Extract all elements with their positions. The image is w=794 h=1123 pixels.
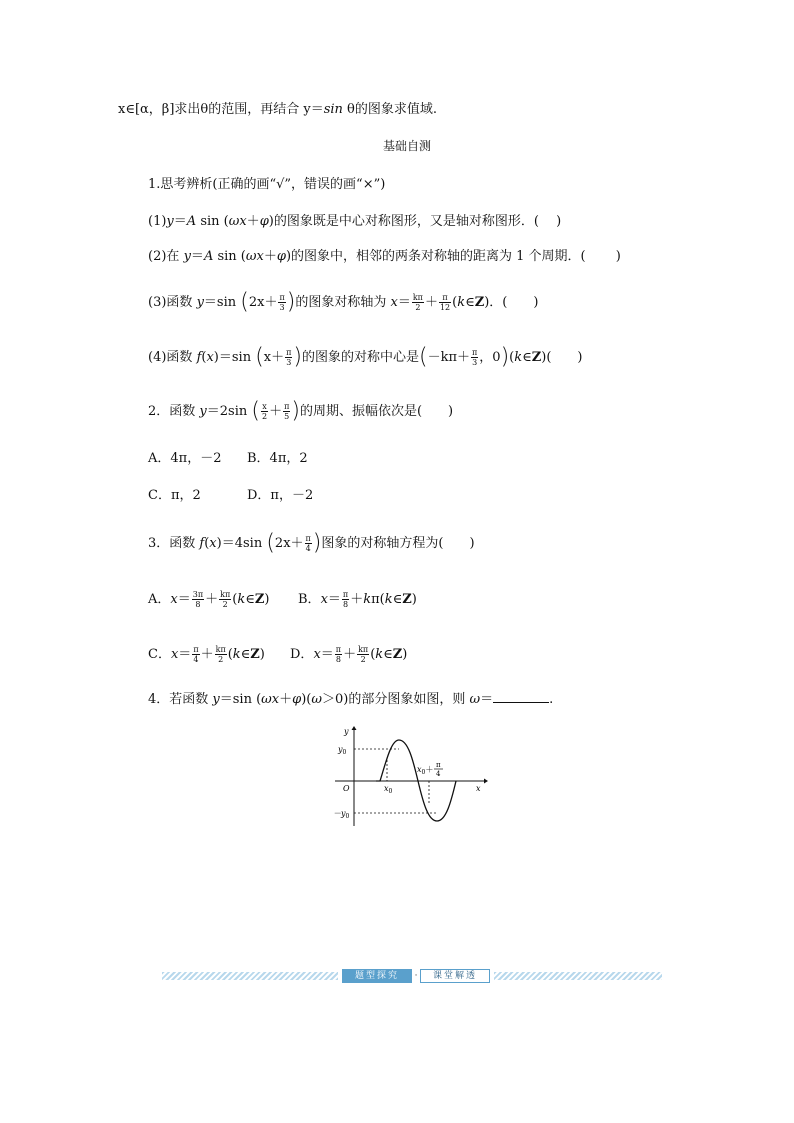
- option-x: x: [313, 647, 321, 662]
- q2-option-c: C．π，2: [148, 488, 201, 503]
- left-paren: (: [251, 398, 260, 424]
- sine-graph: [330, 720, 490, 830]
- q2-option-b: B．4π，2: [247, 451, 308, 466]
- q4-text: ＞0)的部分图象如图，则: [322, 692, 470, 707]
- frac-num: π: [439, 293, 451, 303]
- x0-label: $x_0$: [384, 784, 393, 795]
- frac-den: 4: [305, 544, 311, 553]
- fraction: [412, 293, 424, 312]
- banner-stripe-left: [162, 972, 338, 980]
- q3-option-b: [298, 590, 417, 609]
- frac-num: kπ: [412, 293, 423, 302]
- q4-paren: )(: [301, 692, 312, 707]
- q4-omega-2: ω: [469, 692, 481, 707]
- q4-period: .: [549, 692, 554, 707]
- frac-num: x: [262, 402, 267, 411]
- option-k: k: [232, 647, 241, 662]
- option-label: B．: [298, 592, 321, 607]
- frac-den: 8: [195, 600, 201, 609]
- q1-i4-center-x: －kπ＋: [427, 350, 471, 365]
- q1-i3-end: )．( ): [484, 295, 539, 310]
- frac-num: π: [284, 402, 290, 411]
- q1-i4-f: f: [196, 350, 202, 365]
- left-paren: (: [419, 344, 428, 370]
- fraction: [219, 590, 231, 609]
- q2-option-a: A．4π，－2: [148, 451, 222, 466]
- neg-y0-label: $-y_0$: [333, 809, 350, 820]
- frac-den: 5: [284, 412, 290, 421]
- y0-label: $y_0$: [338, 745, 347, 756]
- pi-over-4-den: 4: [436, 770, 441, 778]
- q1-i1-sin: sin (: [196, 214, 229, 229]
- q2-label: 2．函数: [148, 404, 200, 419]
- q3-f: f: [199, 536, 205, 551]
- x0-plus-label: $x_0+$: [417, 765, 434, 776]
- frac-den: 2: [218, 655, 224, 664]
- fraction: [439, 293, 451, 312]
- y-axis-arrow: [352, 726, 357, 730]
- q1-i1-phi: φ: [259, 214, 269, 229]
- option-k: k: [384, 592, 393, 607]
- frac-den: 2: [261, 412, 268, 421]
- option-rp: ): [402, 647, 408, 662]
- q1-i3-in: ∈: [465, 295, 475, 310]
- q1-i2-A: A: [203, 249, 214, 264]
- option-eq: ＝: [177, 592, 191, 607]
- fraction: [215, 645, 227, 664]
- frac-num: π: [472, 348, 478, 357]
- q4-y: y: [212, 692, 220, 707]
- option-eq: ＝: [178, 647, 192, 662]
- option-in: ∈: [383, 647, 393, 662]
- option-x: x: [320, 592, 328, 607]
- option-k: k: [363, 592, 372, 607]
- frac-num: kπ: [220, 590, 231, 599]
- option-k: k: [375, 647, 384, 662]
- option-plus: ＋: [205, 592, 219, 607]
- fraction: [305, 534, 312, 553]
- frac-num: kπ: [358, 645, 369, 654]
- option-lp: (: [232, 592, 238, 607]
- banner-stripe-right: [494, 972, 662, 980]
- q1-i2-phi: φ: [276, 249, 286, 264]
- q1-i3-y: y: [196, 295, 204, 310]
- fraction: [335, 645, 342, 664]
- q1-i3-arg: 2x＋: [248, 295, 278, 310]
- frac-den: 3: [279, 303, 285, 312]
- intro-text-1: x∈[α，β]求出θ的范围，再结合 y＝: [118, 102, 324, 117]
- option-lp: (: [227, 647, 233, 662]
- q1-i4-zero: ，0: [479, 350, 501, 365]
- option-x: x: [170, 592, 178, 607]
- q4-label: 4．若函数: [148, 692, 213, 707]
- q1-i3-lparen: (: [452, 295, 458, 310]
- option-Z: Z: [392, 647, 403, 662]
- q3-option-d: [290, 645, 407, 664]
- pi-over-4-num: π: [436, 761, 441, 769]
- left-paren: (: [255, 344, 264, 370]
- banner-tag-left: 题型探究: [342, 969, 412, 983]
- q2-option-d: D．π，－2: [247, 488, 314, 503]
- frac-num: π: [305, 534, 311, 543]
- option-pi: π(: [371, 592, 385, 607]
- frac-num: π: [286, 348, 292, 357]
- q4-plus: ＋: [279, 692, 293, 707]
- q1-i4-sin: )＝sin: [213, 350, 256, 365]
- q1-i3-plus: ＋: [424, 295, 438, 310]
- section-title: 基础自测: [383, 139, 432, 153]
- option-rp: ): [259, 647, 265, 662]
- q1-i3-eq: ＝: [397, 295, 411, 310]
- fraction: [285, 348, 292, 367]
- frac-den: 2: [360, 655, 366, 664]
- q4-stem: [148, 690, 553, 709]
- frac-den: 4: [193, 655, 199, 664]
- intro-line: [118, 101, 437, 119]
- option-in: ∈: [245, 592, 255, 607]
- frac-num: π: [342, 590, 349, 599]
- frac-num: π: [335, 645, 342, 654]
- right-paren: ): [500, 344, 510, 370]
- q1-item-3: [148, 289, 539, 315]
- q1-i3-k: k: [457, 295, 466, 310]
- banner-dot: ·: [414, 971, 418, 981]
- option-lp: (: [370, 647, 376, 662]
- q4-omega: ω: [311, 692, 322, 707]
- q1-i3-x: x: [390, 295, 398, 310]
- fraction: [261, 402, 268, 421]
- option-plus: ＋: [200, 647, 214, 662]
- q1-item-2: [148, 248, 621, 266]
- q1-i1-eq: ＝: [173, 214, 187, 229]
- q1-i4-k: k: [514, 350, 523, 365]
- q2-sin: ＝2sin: [206, 404, 252, 419]
- frac-den: 12: [439, 303, 451, 312]
- q3-arg: 2x＋: [274, 536, 304, 551]
- q3-sin: )＝4sin: [216, 536, 267, 551]
- q1-i4-text: 的图象的对称中心是: [302, 350, 420, 365]
- q1-i3-Z: Z: [474, 295, 485, 310]
- q2-text: 的周期、振幅依次是( ): [299, 404, 454, 419]
- origin-label: O: [343, 784, 350, 793]
- fraction: [278, 293, 285, 312]
- q1-i1-plus: ＋: [246, 214, 260, 229]
- intro-text-2: θ的图象求值域.: [342, 102, 437, 117]
- fraction: [192, 645, 199, 664]
- q4-wx: ωx: [261, 692, 280, 707]
- q3-x: x: [209, 536, 217, 551]
- frac-den: 2: [222, 600, 228, 609]
- frac-num: kπ: [215, 645, 226, 654]
- q1-item-1: [148, 213, 561, 231]
- option-plus: ＋: [350, 592, 364, 607]
- option-x: x: [170, 647, 179, 662]
- fraction: [283, 402, 290, 421]
- option-eq: ＝: [327, 592, 341, 607]
- right-paren: ): [286, 289, 296, 315]
- q2-stem: [148, 398, 454, 424]
- option-Z: Z: [402, 592, 412, 607]
- right-paren: ): [312, 530, 322, 556]
- answer-blank: [493, 690, 549, 703]
- fraction: [192, 590, 204, 609]
- q1-i2-y: y: [183, 249, 191, 264]
- q1-i4-end: )( ): [541, 350, 583, 365]
- option-Z: Z: [254, 592, 265, 607]
- q1-i2-label: (2)在: [148, 249, 184, 264]
- q3-stem: [148, 530, 475, 556]
- q1-i4-label: (4)函数: [148, 350, 197, 365]
- q1-heading: 1.思考辨析(正确的画“√”，错误的画“×”): [148, 177, 386, 192]
- q1-i1-label: (1): [148, 214, 167, 229]
- q3-option-c: [148, 645, 265, 664]
- x-axis-arrow: [484, 779, 488, 784]
- q3-text: 图象的对称轴方程为( ): [321, 536, 475, 551]
- option-label: A．: [148, 592, 171, 607]
- q1-i2-text: )的图象中，相邻的两条对称轴的距离为 1 个周期．( ): [285, 249, 621, 264]
- frac-num: 3π: [192, 590, 204, 599]
- frac-num: π: [193, 645, 199, 654]
- frac-den: 8: [343, 600, 349, 609]
- intro-sin: sin: [323, 102, 343, 117]
- q1-i2-plus: ＋: [263, 249, 277, 264]
- q3-option-a: [148, 590, 269, 609]
- q1-i2-eq: ＝: [190, 249, 204, 264]
- banner-tag-right: 课堂解透: [420, 969, 490, 983]
- option-k: k: [237, 592, 246, 607]
- q2-y: y: [199, 404, 207, 419]
- q1-i3-text: 的图象对称轴为: [295, 295, 391, 310]
- section-banner: [162, 969, 662, 983]
- q4-sin: ＝sin (: [219, 692, 262, 707]
- option-label: C．: [148, 647, 171, 662]
- q4-phi: φ: [292, 692, 302, 707]
- q1-i4-arg: x＋: [263, 350, 285, 365]
- option-in: ∈: [392, 592, 403, 607]
- option-eq: ＝: [320, 647, 334, 662]
- right-paren: ): [291, 398, 300, 424]
- q1-item-4: [148, 344, 583, 370]
- q1-i1-text: )的图象既是中心对称图形，又是轴对称图形．( ): [268, 214, 562, 229]
- q3-label: 3．函数: [148, 536, 200, 551]
- q1-i4-lparen: (: [509, 350, 515, 365]
- option-in: ∈: [240, 647, 251, 662]
- q1-i4-lp: (: [201, 350, 207, 365]
- q1-i4-Z: Z: [531, 350, 542, 365]
- q1-i1-y: y: [166, 214, 174, 229]
- q1-i3-label: (3)函数: [148, 295, 197, 310]
- left-paren: (: [266, 530, 275, 556]
- q4-eq: ＝: [480, 692, 494, 707]
- option-rp: ): [264, 592, 270, 607]
- frac-den: 2: [415, 303, 421, 312]
- x-axis-label: x: [476, 784, 481, 793]
- q1-i2-wx: ωx: [245, 249, 264, 264]
- fraction: [342, 590, 349, 609]
- y-axis-label: y: [344, 727, 349, 736]
- option-label: D．: [290, 647, 314, 662]
- q1-i3-sin: ＝sin: [203, 295, 241, 310]
- q1-i2-sin: sin (: [213, 249, 246, 264]
- option-plus: ＋: [343, 647, 357, 662]
- fraction: [357, 645, 369, 664]
- q1-i1-wx: ωx: [228, 214, 247, 229]
- frac-num: π: [279, 293, 285, 302]
- q1-i4-in: ∈: [522, 350, 532, 365]
- option-Z: Z: [250, 647, 260, 662]
- fraction: [471, 348, 478, 367]
- frac-den: 3: [286, 358, 292, 367]
- q2-plus: ＋: [269, 404, 283, 419]
- frac-den: 3: [472, 358, 478, 367]
- frac-den: 8: [335, 655, 341, 664]
- q1-i4-x: x: [206, 350, 214, 365]
- option-rp: ): [411, 592, 417, 607]
- right-paren: ): [293, 344, 302, 370]
- q3-lp: (: [204, 536, 210, 551]
- left-paren: (: [240, 289, 249, 315]
- q1-i1-A: A: [186, 214, 197, 229]
